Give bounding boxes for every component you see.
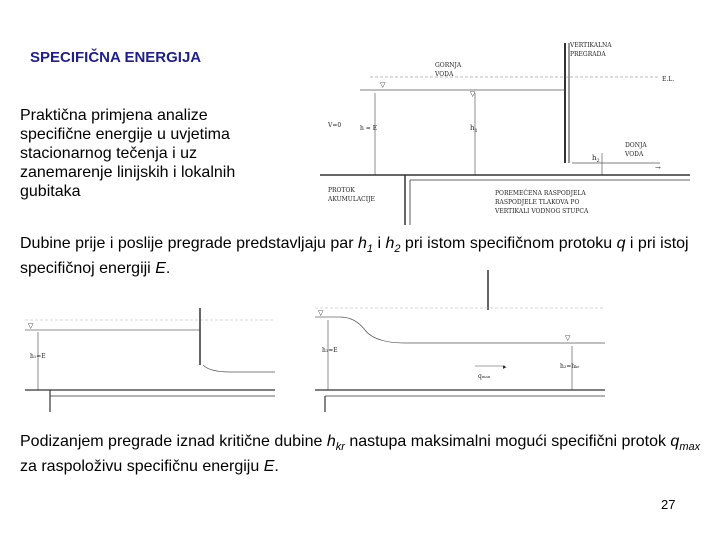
water-level-icon-right-2: ▽	[565, 334, 571, 342]
label-h1-left: h₁=E	[30, 353, 46, 360]
paragraph-pair-depths: Dubine prije i poslije pregrade predstavljaju par $h_1$ i $h_2$ pri istom specifičnom protoku q i pri istoj specifičnoj energiji E.	[20, 235, 689, 278]
page-title: SPECIFIČNA ENERGIJA	[30, 49, 202, 66]
water-level-icon-1: ▽	[380, 81, 386, 89]
label-donja: DONJA	[625, 142, 647, 149]
label-voda-donja: VODA	[625, 151, 644, 158]
label-protok: PROTOK	[328, 187, 355, 194]
label-v0: V=0	[328, 122, 342, 129]
flow-arrow-icon-right: ▸	[503, 363, 507, 371]
water-level-icon-right-1: ▽	[318, 309, 324, 317]
label-pregrada: PREGRADA	[570, 51, 606, 58]
page-number: 27	[661, 497, 676, 512]
label-raspored-2: RASPODJELE TLAKOVA PO	[495, 199, 580, 206]
label-vertikalna: VERTIKALNA	[570, 42, 612, 49]
label-akumulacije: AKUMULACIJE	[328, 196, 375, 203]
downstream-jet-left	[203, 365, 275, 372]
label-h1: $h_1$	[470, 124, 478, 134]
label-hkr-right: h₁=E	[322, 347, 338, 354]
gate-diagram-top	[320, 35, 690, 225]
label-h-eq-e: h = E	[360, 125, 378, 132]
water-level-icon-2: ▽	[470, 90, 476, 98]
gate-diagram-right	[310, 270, 610, 412]
gate-diagram-left	[20, 300, 280, 412]
label-h2-right: h₂=hₖᵣ	[560, 363, 580, 370]
flow-arrow-icon: →	[655, 164, 661, 172]
label-h2: $h_2$	[592, 154, 600, 164]
label-raspored-1: POREMEĆENA RASPODJELA	[495, 190, 586, 197]
intro-text: Praktična primjena analize specifične energije u uvjetima stacionarnog tečenja i uz zanemarenje linijskih i lokalnih gubitaka	[20, 107, 236, 200]
label-raspored-3: VERTIKALI VODNOG STUPCA	[495, 208, 589, 215]
water-level-icon-left: ▽	[28, 322, 34, 330]
label-qmax-right: qₘₐₓ	[478, 373, 491, 380]
paragraph-max-flow: Podizanjem pregrade iznad kritične dubine $h_{kr}$ nastupa maksimalni mogući specifični protok $q_{max}$ za raspoloživu specifičnu energiju E.	[20, 433, 701, 476]
label-voda-gornja: VODA	[435, 71, 454, 78]
label-gornja: GORNJA	[435, 62, 462, 69]
label-el: E.L.	[662, 76, 675, 83]
